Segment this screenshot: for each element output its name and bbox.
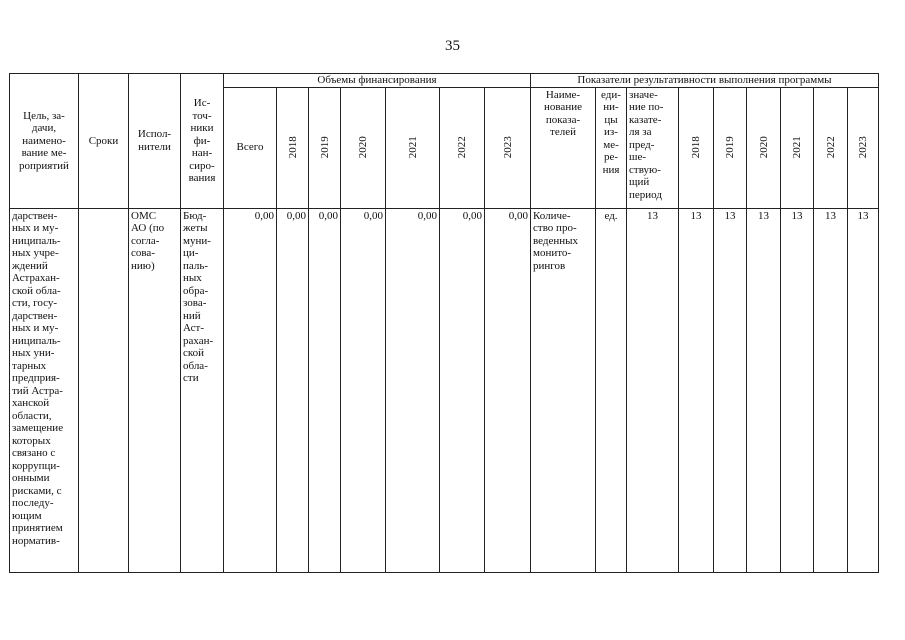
header-funding-year [277,87,309,208]
header-indicator-year [679,87,714,208]
header-terms: Сроки [79,74,129,209]
cell-funding-value: 0,00 [440,208,485,572]
cell-indicator-value: 13 [679,208,714,572]
header-funding-year [309,87,341,208]
header-funding-year-label: 2018 [286,136,299,159]
header-funding-year-label: 2020 [356,136,369,159]
header-funding-total: Всего [224,87,277,208]
header-unit: еди- ни- цы из- ме- ре- ния [596,87,627,208]
header-funding-year-label: 2021 [406,136,419,159]
header-row-groups [10,74,879,88]
cell-indicator-value: 13 [814,208,848,572]
header-indicator-year-label: 2020 [757,136,770,159]
header-funding-year-label: 2019 [318,136,331,159]
header-indicators-group: Показатели результативности выполнения программы [531,74,879,88]
cell-funding-value: 0,00 [386,208,440,572]
header-executors: Испол- нители [129,74,181,209]
cell-executors: ОМС АО (по согла- сова- нию) [129,208,181,572]
cell-prev-value: 13 [627,208,679,572]
cell-goal: дарствен- ных и му- ниципаль- ных учре- ждений Астрахан- ской обла- сти, госу- дарствен- ных и му- ниципаль- ных уни- тарных предприя- тий Астра- ханской области, замещение которых связано с коррупци- онными рисками, с последу- ющим принятием норматив- [10,208,79,572]
cell-funding-value: 0,00 [485,208,531,572]
header-funding-year [386,87,440,208]
cell-funding-value: 0,00 [341,208,386,572]
header-indicator-year-label: 2023 [856,136,869,159]
header-indicator-year [714,87,747,208]
cell-funding-value: 0,00 [277,208,309,572]
header-funding-year-label: 2023 [501,136,514,159]
header-indicator-year [848,87,879,208]
header-indicator-year [781,87,814,208]
header-funding-year [485,87,531,208]
header-indicator-year-label: 2022 [824,136,837,159]
header-indicator-year-label: 2019 [723,136,736,159]
cell-funding-value: 0,00 [309,208,341,572]
header-indicator-name: Наиме- нование показа- телей [531,87,596,208]
header-prev-value: значе- ние по- казате- ля за пред- ше- ствую- щий период [627,87,679,208]
header-indicator-year [747,87,781,208]
header-sources: Ис- точ- ники фи- нан- сиро- вания [181,74,224,209]
page-number: 35 [445,38,460,54]
cell-indicator-value: 13 [747,208,781,572]
header-indicator-year [814,87,848,208]
cell-indicator-value: 13 [781,208,814,572]
cell-sources: Бюд- жеты муни- ци- паль- ных обра- зова- ний Аст- рахан- ской обла- сти [181,208,224,572]
header-funding-year [440,87,485,208]
header-goal: Цель, за- дачи, наимено- вание ме- роприятий [10,74,79,209]
header-funding-year [341,87,386,208]
cell-funding-total: 0,00 [224,208,277,572]
cell-terms [79,208,129,572]
cell-indicator-name: Количе- ство про- веденных монито- рингов [531,208,596,572]
header-funding-year-label: 2022 [455,136,468,159]
header-indicator-year-label: 2018 [689,136,702,159]
cell-indicator-value: 13 [714,208,747,572]
cell-indicator-value: 13 [848,208,879,572]
cell-unit: ед. [596,208,627,572]
header-indicator-year-label: 2021 [790,136,803,159]
table-row [10,208,879,572]
program-table [9,73,879,573]
header-funding-group: Объемы финансирования [224,74,531,88]
